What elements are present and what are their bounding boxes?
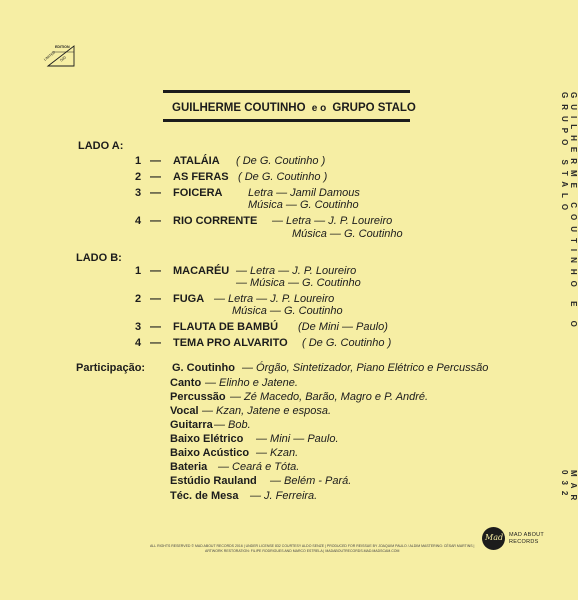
track-dash: — (150, 337, 161, 349)
track-dash: — (150, 321, 161, 333)
participant-role: Percussão (170, 391, 226, 403)
fine-print-line-1: ALL RIGHTS RESERVED © MAD ABOUT RECORDS 2016 | UNDER LICENSE 832 COURTESY ALDO SENZE | PRODUCED FOR REISSUE BY JOAQUIM PAULO / ALDIM MASTERING: CÉSAR MARTINS | (150, 544, 475, 548)
track-title: MACARÉU (173, 265, 230, 277)
track-title: FOICERA (173, 187, 223, 199)
track-number: 4 (135, 215, 142, 227)
track-dash: — (150, 187, 161, 199)
track-credit: ( De G. Coutinho ) (302, 337, 392, 349)
track-credit: Letra — Jamil Damous (248, 187, 360, 199)
logo-line-2: RECORDS (509, 539, 539, 545)
participant-name: — J. Ferreira. (250, 490, 318, 502)
mad-about-records-logo (482, 527, 557, 551)
badge-number: 500 (59, 55, 67, 63)
track-title: FUGA (173, 293, 205, 305)
participant-name: — Órgão, Sintetizador, Piano Elétrico e Percussão (242, 362, 489, 374)
header-rule-top (163, 90, 410, 93)
track-dash: — (150, 265, 161, 277)
track-credit-2: Música — G. Coutinho (248, 199, 359, 211)
participant-name: — Ceará e Tóta. (218, 461, 300, 473)
participant-role: Téc. de Mesa (170, 490, 239, 502)
logo-mark: Mad (485, 533, 504, 542)
track-number: 1 (135, 155, 142, 167)
participant-name: — Elinho e Jatene. (205, 377, 298, 389)
logo-line-1: MAD ABOUT (509, 532, 545, 538)
track-number: 1 (135, 265, 142, 277)
track-number: 3 (135, 321, 142, 333)
participation-label: Participação: (76, 362, 146, 374)
track-credit: — Letra — J. P. Loureiro (272, 215, 393, 227)
participant-name: — Bob. (214, 419, 251, 431)
track-credit: (De Mini — Paulo) (298, 321, 388, 333)
fine-print-line-2: ARTWORK RESTORATION: FILIPE RODRIGUES AND MARCO ESTRELA | MADABOUTRECORDS.MAD.MADSCAM.COM (205, 549, 400, 553)
participant-name: — Kzan. (256, 447, 299, 459)
track-number: 2 (135, 171, 142, 183)
track-dash: — (150, 155, 161, 167)
track-dash: — (150, 215, 161, 227)
track-title: FLAUTA DE BAMBÚ (173, 321, 279, 333)
track-number: 3 (135, 187, 142, 199)
badge-limited: LIMITED (43, 50, 57, 62)
participant-name: — Zé Macedo, Barão, Magro e P. André. (230, 391, 429, 403)
track-title: ATALÁIA (173, 155, 220, 167)
track-credit-2: — Música — G. Coutinho (236, 277, 361, 289)
track-credit-2: Música — G. Coutinho (292, 228, 403, 240)
limited-edition-badge (43, 44, 76, 68)
participant-role: G. Coutinho (172, 362, 235, 374)
participant-name: — Belém - Pará. (270, 475, 352, 487)
header-title (172, 102, 416, 114)
header-conj: e o (311, 103, 327, 114)
spine-catalog: MAR 032 (560, 470, 578, 507)
track-number: 2 (135, 293, 142, 305)
participant-role: Baixo Acústico (170, 447, 250, 459)
spine-title: GUILHERME COUTINHO E O GRUPO STALO (560, 92, 578, 333)
track-title: TEMA PRO ALVARITO (173, 337, 288, 349)
track-number: 4 (135, 337, 142, 349)
header-artist: GUILHERME COUTINHO (172, 102, 306, 114)
participant-role: Estúdio Rauland (170, 475, 257, 487)
badge-edition: EDITION (55, 45, 70, 49)
side-b-label: LADO B: (76, 252, 122, 264)
track-credit: — Letra — J. P. Loureiro (236, 265, 357, 277)
participant-role: Vocal (170, 405, 199, 417)
participant-role: Bateria (170, 461, 208, 473)
participant-role: Baixo Elétrico (170, 433, 244, 445)
track-credit: — Letra — J. P. Loureiro (214, 293, 335, 305)
track-credit-2: Música — G. Coutinho (232, 305, 343, 317)
header-group: GRUPO STALO (332, 102, 416, 114)
participant-role: Canto (170, 377, 202, 389)
participant-role: Guitarra (170, 419, 213, 431)
participant-name: — Kzan, Jatene e esposa. (202, 405, 332, 417)
track-credit: ( De G. Coutinho ) (236, 155, 326, 167)
track-title: AS FERAS (173, 171, 229, 183)
side-a-label: LADO A: (78, 140, 124, 152)
participant-name: — Mini — Paulo. (256, 433, 339, 445)
track-credit: ( De G. Coutinho ) (238, 171, 328, 183)
track-dash: — (150, 171, 161, 183)
header-rule-bottom (163, 119, 410, 122)
track-dash: — (150, 293, 161, 305)
track-title: RIO CORRENTE (173, 215, 258, 227)
